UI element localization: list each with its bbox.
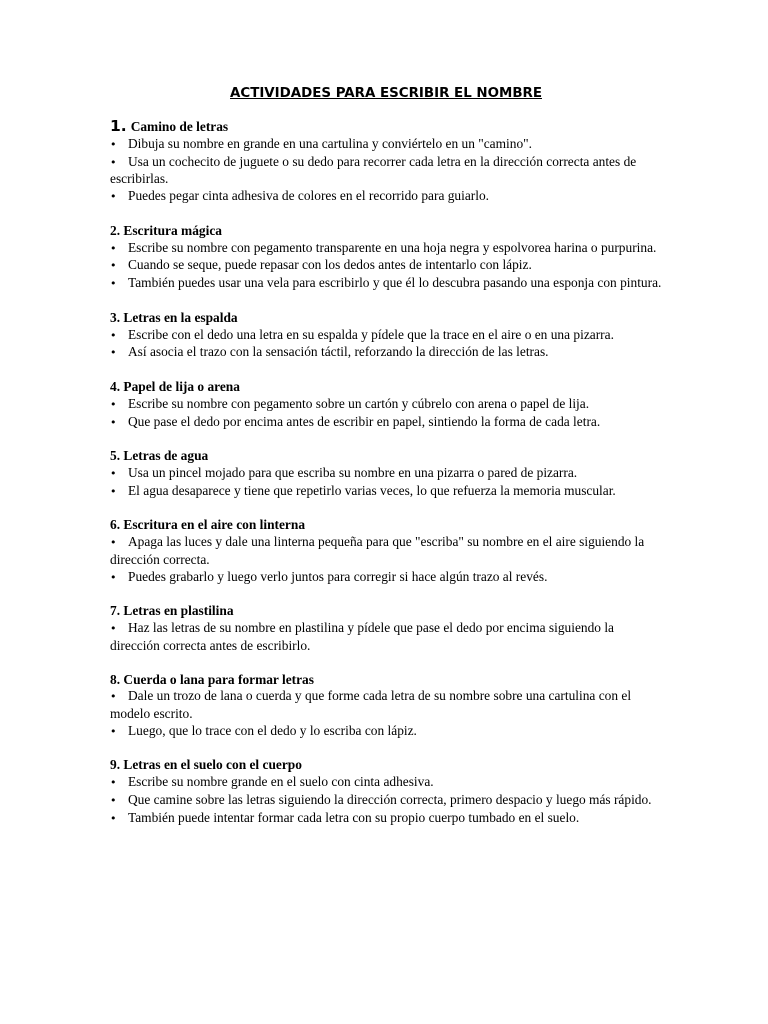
bullet-dot-icon: • [110, 570, 117, 584]
bullet-text: Escribe su nombre con pegamento transparente en una hoja negra y espolvorea harina o purpurina. [128, 239, 657, 255]
document-page [110, 84, 662, 844]
section-heading [110, 118, 662, 136]
bullet-dot-icon: • [110, 137, 117, 151]
bullet-dot-icon: • [110, 776, 117, 790]
section-number: 1. [110, 117, 127, 135]
section-heading [110, 310, 662, 327]
section-heading [110, 603, 662, 620]
bullet-item [110, 154, 662, 189]
bullet-dot-icon: • [110, 484, 117, 498]
section-heading [110, 448, 662, 465]
bullet-text: Que camine sobre las letras siguiendo la dirección correcta, primero despacio y luego más rápido. [128, 792, 652, 808]
bullet-text: Luego, que lo trace con el dedo y lo escriba con lápiz. [128, 722, 417, 738]
bullet-item [110, 792, 662, 810]
section-title: Letras en la espalda [123, 309, 238, 325]
document-title: ACTIVIDADES PARA ESCRIBIR EL NOMBRE [230, 86, 542, 101]
bullet-text: Apaga las luces y dale una linterna pequeña para que "escriba" su nombre en el aire siguiendo la dirección correcta. [110, 534, 645, 567]
bullet-item [110, 688, 662, 723]
bullet-item [110, 275, 662, 293]
section-number: 4. [110, 378, 121, 394]
bullet-item [110, 344, 662, 362]
activity-section [110, 448, 662, 500]
section-number: 3. [110, 309, 121, 325]
section-title: Letras de agua [123, 448, 209, 464]
bullet-dot-icon: • [110, 328, 117, 342]
section-title: Camino de letras [130, 119, 229, 134]
activity-section [110, 603, 662, 654]
bullet-dot-icon: • [110, 241, 117, 255]
section-title: Escritura mágica [123, 222, 222, 238]
bullet-text: El agua desaparece y tiene que repetirlo varias veces, lo que refuerza la memoria muscular. [128, 482, 616, 498]
bullet-item [110, 188, 662, 206]
bullet-text: Puedes pegar cinta adhesiva de colores en el recorrido para guiarlo. [128, 188, 490, 204]
section-heading [110, 379, 662, 396]
bullet-item [110, 327, 662, 345]
bullet-dot-icon: • [110, 190, 117, 204]
bullet-text: Así asocia el trazo con la sensación táctil, reforzando la dirección de las letras. [128, 344, 549, 360]
bullet-text: Haz las letras de su nombre en plastilina y pídele que pase el dedo por encima siguiendo la dirección correcta antes de escribirlo. [110, 620, 614, 653]
section-heading [110, 757, 662, 774]
bullet-text: Dale un trozo de lana o cuerda y que forme cada letra de su nombre sobre una cartulina con el modelo escrito. [110, 688, 632, 722]
bullet-dot-icon: • [110, 466, 117, 480]
section-number: 6. [110, 517, 121, 533]
section-title: Cuerda o lana para formar letras [123, 671, 314, 687]
bullet-dot-icon: • [110, 415, 117, 429]
activity-section [110, 118, 662, 206]
bullet-item [110, 257, 662, 275]
bullet-text: Escribe su nombre con pegamento sobre un cartón y cúbrelo con arena o papel de lija. [128, 395, 590, 411]
activity-list [110, 118, 662, 828]
bullet-text: Dibuja su nombre en grande en una cartulina y conviértelo en un "camino". [128, 135, 532, 151]
activity-section [110, 310, 662, 362]
bullet-item [110, 465, 662, 483]
bullet-text: También puedes usar una vela para escribirlo y que él lo descubra pasando una esponja con pintura. [128, 275, 662, 291]
bullet-item [110, 240, 662, 258]
bullet-text: Puedes grabarlo y luego verlo juntos para corregir si hace algún trazo al revés. [128, 568, 548, 584]
bullet-text: Usa un cochecito de juguete o su dedo para recorrer cada letra en la dirección correcta antes de escribirlas. [110, 153, 637, 187]
bullet-text: También puede intentar formar cada letra con su propio cuerpo tumbado en el suelo. [128, 809, 580, 825]
activity-section [110, 517, 662, 586]
section-title: Letras en plastilina [123, 603, 234, 619]
section-number: 7. [110, 603, 121, 619]
bullet-text: Escribe con el dedo una letra en su espalda y pídele que la trace en el aire o en una pizarra. [128, 326, 614, 342]
bullet-dot-icon: • [110, 622, 117, 636]
activity-section [110, 223, 662, 293]
activity-section [110, 757, 662, 827]
bullet-dot-icon: • [110, 724, 117, 738]
section-title: Escritura en el aire con linterna [123, 517, 306, 533]
section-title: Papel de lija o arena [123, 378, 240, 394]
activity-section [110, 672, 662, 741]
section-heading [110, 672, 662, 689]
bullet-dot-icon: • [110, 155, 117, 169]
section-heading [110, 517, 662, 534]
bullet-item [110, 534, 662, 569]
bullet-item [110, 620, 662, 655]
section-title: Letras en el suelo con el cuerpo [123, 757, 302, 773]
bullet-dot-icon: • [110, 346, 117, 360]
bullet-dot-icon: • [110, 811, 117, 825]
bullet-text: Que pase el dedo por encima antes de escribir en papel, sintiendo la forma de cada letra. [128, 413, 601, 429]
section-number: 8. [110, 671, 121, 687]
bullet-dot-icon: • [110, 277, 117, 291]
bullet-item [110, 483, 662, 501]
bullet-text: Usa un pincel mojado para que escriba su nombre en una pizarra o pared de pizarra. [128, 464, 578, 480]
bullet-dot-icon: • [110, 536, 117, 550]
activity-section [110, 379, 662, 431]
section-heading [110, 223, 662, 240]
bullet-item [110, 569, 662, 587]
bullet-item [110, 136, 662, 154]
bullet-item [110, 810, 662, 828]
section-number: 2. [110, 222, 121, 238]
bullet-dot-icon: • [110, 259, 117, 273]
bullet-item [110, 414, 662, 432]
bullet-text: Cuando se seque, puede repasar con los dedos antes de intentarlo con lápiz. [128, 257, 532, 273]
section-number: 9. [110, 757, 121, 773]
bullet-item [110, 723, 662, 741]
section-number: 5. [110, 448, 121, 464]
bullet-dot-icon: • [110, 690, 117, 704]
bullet-text: Escribe su nombre grande en el suelo con cinta adhesiva. [128, 774, 434, 790]
bullet-dot-icon: • [110, 397, 117, 411]
bullet-dot-icon: • [110, 794, 117, 808]
bullet-item [110, 396, 662, 414]
bullet-item [110, 774, 662, 792]
